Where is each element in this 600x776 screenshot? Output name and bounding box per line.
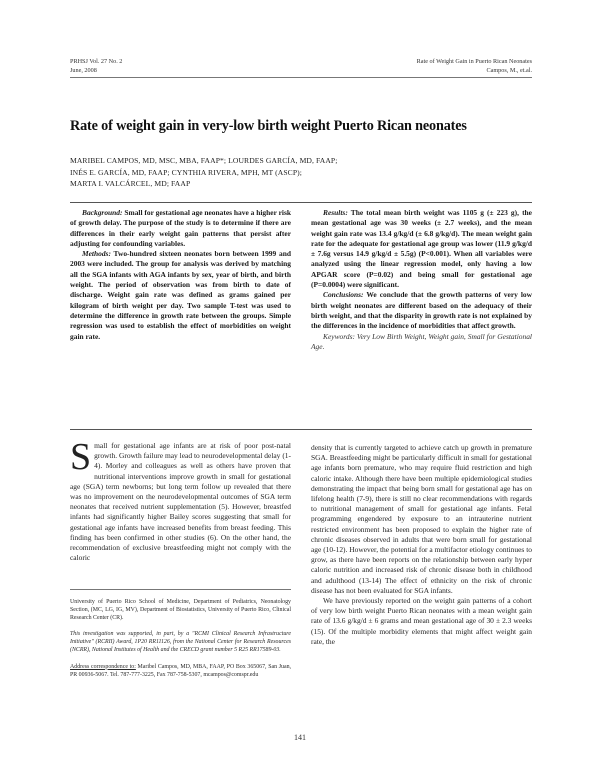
body-left-column [70, 436, 291, 563]
funding-note: This investigation was supported, in part, by a "RCMI Clinical Research Infrastructure Initiative" (RCRII) Award, 1P20 RR11126, from the National Center for Research Resources (NCRR), National Institutes of Health and the CRECD grant number 5 R25 RR17589-03. [70, 631, 291, 654]
page-number: 141 [294, 733, 306, 742]
affiliation-note: University of Puerto Rico School of Medicine, Department of Pediatrics, Neonatology Section, (MC, LG, IG, MV), Department of Biostatistics, University of Puerto Rico, Clinical Research Center (CR). [70, 599, 291, 622]
author-line: MARIBEL CAMPOS, MD, MSC, MBA, FAAP*; LOURDES GARCÍA, MD, FAAP; [70, 156, 338, 165]
abstract-background [70, 208, 291, 249]
intro-text: mall for gestational age infants are at risk of poor post-natal growth. Growth failure may lead to neurodevelopmental delay (1-4). Morley and colleagues as well as others have proven that nutritional interventions improve growth in small for gestational age (SGA) term newborns; but long term follow up revealed that there was no improvement on the neurodevelopmental outcomes of SGA term neonates that received nutrient supplementation (5). However, breastfed infants had significantly higher Bailey scores suggesting that small for gestational age infants have increased benefits from breast feeding. This finding has been confirmed in other studies (6). On the other hand, the recommendation of exclusive breastfeeding might not comply with the caloric [70, 441, 291, 563]
abstract-methods [70, 249, 291, 342]
journal-header [70, 58, 122, 75]
body-paragraph: We have previously reported on the weight gain patterns of a cohort of very low birth weight Puerto Rican neonates with a mean weight gain rate of 13.6 g/kg/d ± 6 grams and mean gestational age of 30 ± 2.3 weeks (15). Of the multiple morbidity elements that might affect weight gain rate, the [311, 596, 532, 646]
results-text: The total mean birth weight was 1105 g (± 223 g), the mean gestational age was 30 weeks (± 2.7 weeks), and the mean weight gain rate was 13.4 g/kg/d (± 6.8 g/kg/d). The mean weight gain rate for the adequate for gestational age group was lower (11.9 g/kg/d ± 7.6g versus 14.9 g/kg/d ± 5.5g) (P<0.001). When all variables were analyzed using the linear regression model, only having a low APGAR score (P=0.02) and being small for gestational age (P=0.0004) were significant. [311, 208, 532, 290]
results-label: Results: [323, 208, 348, 217]
methods-text: Two-hundred sixteen neonates born between 1999 and 2003 were included. The group for analysis was derived by matching all the SGA infants with AGA infants by sex, year of birth, and birth weight. The period of observation was from birth to date of discharge. Weight gain rate was defined as grams gained per kilogram of birth weight per day. Two sample T-test was used to determine the difference in growth rate between the groups. Simple regression was used to establish the effect of morbidities on weight gain rate. [70, 249, 291, 341]
abstract-results [311, 208, 532, 290]
footnote-divider [70, 589, 291, 590]
journal-date: June, 2008 [70, 66, 97, 74]
abstract-bottom-divider [70, 429, 532, 430]
article-title: Rate of weight gain in very-low birth weight Puerto Rican neonates [70, 118, 467, 134]
header-divider [70, 77, 532, 78]
abstract-top-divider [70, 202, 532, 203]
intro-paragraph [70, 436, 291, 563]
abstract-conclusions [311, 290, 532, 331]
running-header [417, 58, 532, 75]
abstract-right-column [311, 208, 532, 352]
abstract-left-column [70, 208, 291, 342]
body-right-column [311, 443, 532, 647]
correspondence-label: Address correspondence to: [70, 663, 136, 670]
correspondence-text: Maribel Campos, MD, MBA, FAAP, PO Box 365067, San Juan, PR 00936-5067. Tel. 787-777-3225, Fax 787-758-5307, mcampos@comspr.edu [70, 663, 291, 678]
methods-label: Methods: [82, 249, 111, 259]
keywords: Keywords: Very Low Birth Weight, Weight gain, Small for Gestational Age. [311, 331, 532, 351]
author-line: MARTA I. VALCÁRCEL, MD; FAAP [70, 179, 191, 189]
journal-volume: PRHSJ Vol. 27 No. 2 [70, 58, 123, 65]
footnotes [70, 598, 291, 687]
body-paragraph: density that is currently targeted to achieve catch up growth in premature SGA. Breastfeeding might be particularly difficult in small for gestational age infants born premature, who may require fluid restriction and high caloric intake. Although there have been multiple epidemiological studies demonstrating the impact that being born small for gestational age has on lifelong health (7-9), there is still no clear recommendations with regards to nutritional management of small for gestational age infants. Fetal programming engendered by exposure to an intrauterine nutrient restricted environment has been proposed to explain the higher rate of chronic diseases observed in adults that were born small for gestational age (10-12). However, the potential for a multifactor etiology continues to grow, as there have been reports on the relationship between early hyper caloric nutrition and increased risk of chronic disease both in childhood and adulthood (13-14) The effect of ethnicity on the risk of chronic disease has not been evaluated for SGA infants. [311, 443, 532, 595]
correspondence-note [70, 663, 291, 679]
author-line: INÉS E. GARCÍA, MD, FAAP; CYNTHIA RIVERA, MPH, MT (ASCP); [70, 167, 302, 177]
author-list [70, 155, 337, 190]
drop-cap: S [70, 436, 92, 478]
conclusions-label: Conclusions: [323, 290, 364, 300]
running-authors: Campos, M., et.al. [486, 66, 532, 74]
running-title: Rate of Weight Gain in Puerto Rican Neonates [416, 58, 532, 65]
conclusions-text: We conclude that the growth patterns of very low birth weight neonates are different based on the adequacy of their birth weight, and that the disparity in growth rate is not explained by the differences in the incidence of morbidities that affect growth. [311, 290, 532, 331]
background-text: Small for gestational age neonates have a higher risk of growth delay. The purpose of the study is to determine if there are differences in their early weight gain patterns that persist after adjusting for confounding variables. [70, 208, 292, 248]
background-label: Background: [82, 208, 123, 217]
